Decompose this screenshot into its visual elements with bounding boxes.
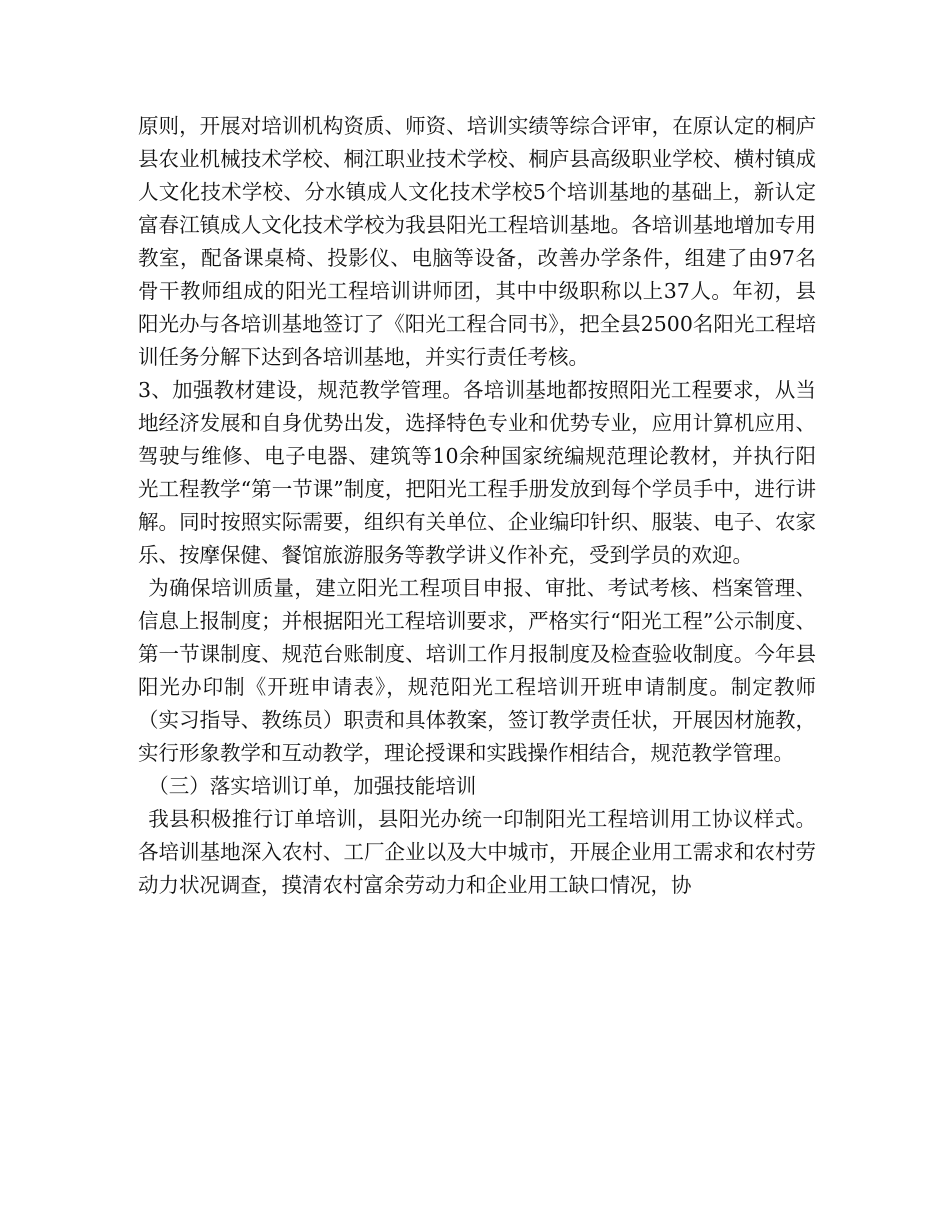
document-body xyxy=(138,110,816,902)
paragraph-training-bases: 原则，开展对培训机构资质、师资、培训实绩等综合评审，在原认定的桐庐县农业机械技术学校、桐江职业技术学校、桐庐县高级职业学校、横村镇成人文化技术学校、分水镇成人文化技术学校5个培训基地的基础上，新认定富春江镇成人文化技术学校为我县阳光工程培训基地。各培训基地增加专用教室，配备课桌椅、投影仪、电脑等设备，改善办学条件，组建了由97名骨干教师组成的阳光工程培训讲师团，其中中级职称以上37人。年初，县阳光办与各培训基地签订了《阳光工程合同书》，把全县2500名阳光工程培训任务分解下达到各培训基地，并实行责任考核。 xyxy=(138,114,816,369)
paragraph-training-quality: 为确保培训质量，建立阳光工程项目申报、审批、考试考核、档案管理、信息上报制度；并根据阳光工程培训要求，严格实行“阳光工程”公示制度、第一节课制度、规范台账制度、培训工作月报制度及检查验收制度。今年县阳光办印制《开班申请表》，规范阳光工程培训开班申请制度。制定教师（实习指导、教练员）职责和具体教案，签订教学责任状，开展因材施教，实行形象教学和互动教学，理论授课和实践操作相结合，规范教学管理。 xyxy=(138,576,816,765)
paragraph-order-training: 我县积极推行订单培训，县阳光办统一印制阳光工程培训用工协议样式。各培训基地深入农村、工厂企业以及大中城市，开展企业用工需求和农村劳动力状况调查，摸清农村富余劳动力和企业用工缺口情况，协 xyxy=(138,807,816,897)
section-heading-orders: （三）落实培训订单，加强技能培训 xyxy=(148,774,477,798)
paragraph-teaching-materials: 3、加强教材建设，规范教学管理。各培训基地都按照阳光工程要求，从当地经济发展和自身优势出发，选择特色专业和优势专业，应用计算机应用、驾驶与维修、电子电器、建筑等10余种国家统编规范理论教材，并执行阳光工程教学“第一节课”制度，把阳光工程手册发放到每个学员手中，进行讲解。同时按照实际需要，组织有关单位、企业编印针织、服装、电子、农家乐、按摩保健、餐馆旅游服务等教学讲义作补充，受到学员的欢迎。 xyxy=(138,378,816,567)
